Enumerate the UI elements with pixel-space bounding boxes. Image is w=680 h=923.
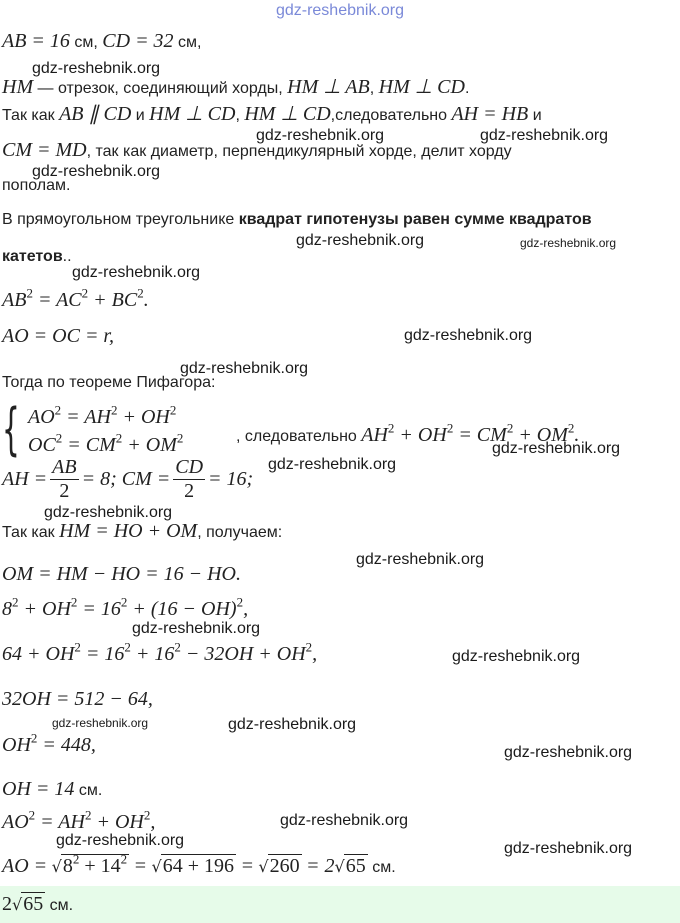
math-hm: HM: [2, 76, 34, 98]
line-triangle-rule: [2, 211, 592, 229]
formula-substitution: $8^2 + OH^2 = 16^2 + (16 - OH)^2$,: [2, 594, 249, 620]
formula-pythagoras: $AB^2 = AC^2 + BC^2$.: [2, 285, 149, 311]
text: и: [528, 107, 542, 124]
formula-expanded: $64 + OH^2 = 16^2 + 16^2 - 32OH + OH^2$,: [2, 639, 318, 665]
text: ,следовательно: [330, 107, 452, 124]
math-ab: AB = 16: [2, 30, 70, 52]
watermark: gdz-reshebnik.org: [504, 840, 633, 857]
line-halves: пополам.: [2, 177, 71, 194]
math-ah-hb: AH = HB: [451, 103, 529, 125]
sqrt-icon: √: [51, 857, 62, 876]
text: ,: [235, 107, 245, 124]
math-perp: HM ⊥ CD: [244, 103, 331, 125]
watermark: gdz-reshebnik.org: [72, 264, 201, 281]
sqrt-icon: √: [151, 857, 162, 876]
line-parallel: [2, 101, 542, 126]
line-then: Тогда по теореме Пифагора:: [2, 374, 216, 391]
formula-oh: OH = 14 см.: [2, 778, 103, 800]
bold-legs: катетов: [2, 248, 63, 265]
watermark: gdz-reshebnik.org: [32, 163, 161, 180]
answer-text: 2√65 см.: [2, 893, 74, 915]
watermark: gdz-reshebnik.org: [268, 456, 397, 473]
watermark: gdz-reshebnik.org: [132, 620, 261, 637]
watermark: gdz-reshebnik.org: [296, 232, 425, 249]
system-conclusion: , следовательно $AH^2 + OH^2 = CM^2 + OM^2$.: [236, 420, 580, 446]
system-row-2: $OC^2 = CM^2 + OM^2$: [28, 430, 184, 456]
text: ,: [369, 80, 379, 97]
sqrt-icon: √: [334, 857, 345, 876]
text: и: [131, 107, 150, 124]
text: — отрезок, соединяющий хорды,: [33, 80, 288, 97]
text: .: [464, 80, 470, 97]
watermark: gdz-reshebnik.org: [356, 551, 485, 568]
text: ..: [62, 248, 72, 265]
watermark: gdz-reshebnik.org: [492, 440, 621, 457]
math-cd: CD = 32: [102, 30, 174, 52]
line-given: [2, 30, 201, 53]
formula-halves: AH = $\frac{AB}{2}$ = 8; CM = $\frac{CD}{2}$ = 16;: [2, 456, 254, 502]
watermark: gdz-reshebnik.org: [480, 127, 609, 144]
line-legs: [2, 248, 72, 266]
math-perp-1: HM ⊥ AB: [287, 76, 370, 98]
formula-radius: AO = OC = r,: [2, 325, 115, 347]
watermark: gdz-reshebnik.org: [452, 648, 581, 665]
unit: см,: [173, 34, 202, 51]
formula-32oh: 32OH = 512 − 64,: [2, 688, 153, 710]
text: В прямоугольном треугольнике: [2, 211, 239, 228]
watermark: gdz-reshebnik.org: [504, 744, 633, 761]
header-watermark: gdz-reshebnik.org: [275, 2, 405, 19]
text: , так как диаметр, перпендикулярный хорде, делит хорду: [86, 143, 512, 160]
math-cm-md: CM = MD: [2, 139, 87, 161]
watermark: gdz-reshebnik.org: [44, 504, 173, 521]
watermark: gdz-reshebnik.org: [520, 236, 617, 250]
watermark: gdz-reshebnik.org: [404, 327, 533, 344]
math-perp: HM ⊥ CD: [149, 103, 236, 125]
bold-rule: квадрат гипотенузы равен сумме квадратов: [238, 211, 592, 228]
watermark: gdz-reshebnik.org: [180, 360, 309, 377]
answer-box: [0, 886, 680, 923]
math-parallel: AB ∥ CD: [59, 103, 132, 125]
formula-ao: AO = $√8^2 + 14^2 = √64 + 196 = √260 = 2√65$ см.: [2, 851, 396, 877]
watermark: gdz-reshebnik.org: [56, 832, 185, 849]
formula-oh-squared: $OH^2 = 448$,: [2, 730, 96, 756]
line-since: Так как HM = HO + OM, получаем:: [2, 520, 283, 542]
brace-icon: {: [2, 397, 20, 462]
text: Так как: [2, 107, 60, 124]
unit: см,: [69, 34, 103, 51]
fraction-cd: $\frac{CD}{2}$: [175, 456, 204, 502]
sqrt-icon: √: [12, 895, 23, 914]
system-row-1: $AO^2 = AH^2 + OH^2$: [28, 402, 177, 428]
formula-ao-squared: $AO^2 = AH^2 + OH^2$,: [2, 807, 156, 833]
watermark: gdz-reshebnik.org: [52, 716, 149, 730]
watermark: gdz-reshebnik.org: [256, 127, 385, 144]
formula-om: OM = HM − HO = 16 − HO.: [2, 563, 241, 585]
watermark: gdz-reshebnik.org: [32, 60, 161, 77]
watermark: gdz-reshebnik.org: [228, 716, 357, 733]
fraction-ab: $\frac{AB}{2}$: [52, 456, 77, 502]
math-perp-2: HM ⊥ CD: [378, 76, 465, 98]
watermark: gdz-reshebnik.org: [280, 812, 409, 829]
sqrt-icon: √: [258, 857, 269, 876]
